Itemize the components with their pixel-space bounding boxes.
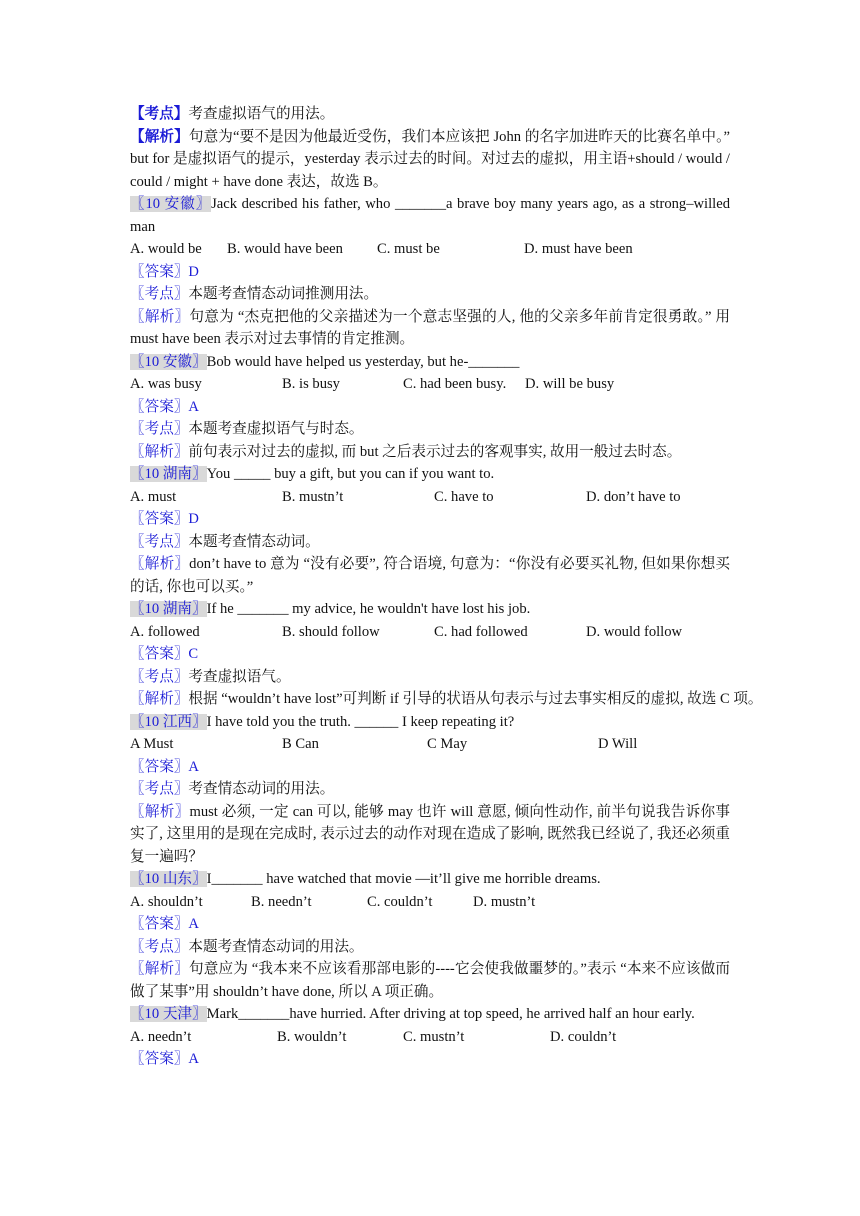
section-tag: 【考点】 [130, 106, 189, 122]
note-line [130, 801, 730, 869]
note-line [130, 531, 730, 554]
section-tag: 〖考点〗 [130, 533, 189, 550]
option-a: A. followed [130, 623, 200, 640]
note-line [130, 396, 730, 419]
option-b: B. is busy [282, 376, 340, 392]
question-source-tag: 〖10 天津〗 [130, 1006, 207, 1022]
note-line [130, 126, 730, 194]
question-text: You _____ buy a gift, but you can if you want to. [206, 466, 495, 482]
option-c: C. mustn’t [403, 1028, 465, 1045]
note-text: 前句表示对过去的虚拟, 而 but 之后表示过去的客观事实, 故用一般过去时态。 [188, 443, 682, 460]
note-line [130, 418, 730, 441]
option-d: D. must have been [524, 241, 633, 257]
section-tag: 〖解析〗 [130, 961, 189, 977]
option-a: A. needn’t [130, 1028, 192, 1045]
note-text: A [188, 1051, 199, 1067]
section-tag: 〖答案〗 [130, 511, 189, 527]
note-line [130, 1048, 730, 1071]
question-source-tag: 〖10 安徽〗 [130, 353, 207, 370]
note-line [130, 643, 730, 666]
option-c: C. have to [434, 488, 494, 505]
note-text: 考查情态动词的用法。 [188, 781, 335, 797]
question-source-tag: 〖10 湖南〗 [130, 466, 207, 482]
note-line [130, 913, 730, 936]
option-d: D. would follow [586, 623, 683, 640]
question [130, 598, 730, 621]
answer-options [130, 733, 730, 756]
note-line [130, 958, 730, 1003]
option-b: B. wouldn’t [277, 1028, 347, 1045]
option-a: A. shouldn’t [130, 893, 203, 910]
document-body [130, 103, 763, 1071]
section-tag: 〖考点〗 [130, 286, 189, 302]
option-b: B. needn’t [251, 893, 312, 910]
question-source-tag: 〖10 安徽〗 [130, 196, 212, 212]
option-c: C. must be [377, 241, 440, 257]
option-d: D. mustn’t [473, 893, 536, 910]
option-d: D. will be busy [525, 376, 615, 392]
answer-options [130, 486, 730, 509]
note-line [130, 756, 730, 779]
section-tag: 〖答案〗 [130, 263, 189, 280]
note-text: 句意应为 “我本来不应该看那部电影的----它会使我做噩梦的。”表示 “本来不应该做而做了某事”用 shouldn’t have done, 所以 A 项正确。 [130, 961, 730, 1000]
note-line [130, 508, 730, 531]
note-text: 句意为 “杰克把他的父亲描述为一个意志坚强的人, 他的父亲多年前肯定很勇敢。” 用 must have been 表示对过去事情的肯定推测。 [130, 308, 730, 347]
note-text: 考查虚拟语气的用法。 [188, 106, 335, 122]
note-text: D [188, 263, 199, 280]
note-text: C [188, 646, 199, 662]
section-tag: 〖解析〗 [130, 556, 190, 572]
option-d: D Will [598, 736, 638, 752]
section-tag: 〖考点〗 [130, 668, 189, 685]
section-tag: 〖解析〗 [130, 803, 190, 820]
section-tag: 〖解析〗 [130, 308, 190, 325]
option-a: A. would be [130, 241, 202, 257]
section-tag: 〖考点〗 [130, 781, 189, 797]
option-d: D. don’t have to [586, 488, 681, 505]
option-b: B Can [282, 736, 319, 752]
question [130, 193, 730, 238]
section-tag: 【解析】 [130, 128, 189, 145]
section-tag: 〖解析〗 [130, 691, 189, 707]
note-line [130, 283, 730, 306]
question [130, 868, 730, 891]
note-text: 本题考查情态动词的用法。 [188, 938, 364, 955]
option-c: C May [427, 736, 468, 752]
question-text: Mark_______have hurried. After driving at top speed, he arrived half an hour early. [206, 1006, 695, 1022]
note-text: A [188, 916, 199, 932]
question-source-tag: 〖10 湖南〗 [130, 601, 207, 617]
option-b: B. mustn’t [282, 488, 344, 505]
note-text: A [188, 758, 199, 775]
note-text: must 必须, 一定 can 可以, 能够 may 也许 will 意愿, 倾向性动作, 前半句说我告诉你事实了, 这里用的是现在完成时, 表示过去的动作对现在造成了影响, 既然我已经说了, 我还必须重复一遍吗？ [130, 803, 730, 865]
answer-options [130, 238, 730, 261]
note-text: A [188, 398, 199, 415]
note-text: 根据 “wouldn’t have lost”可判断 if 引导的状语从句表示与过去事实相反的虚拟, 故选 C 项。 [188, 691, 763, 707]
question-text: I have told you the truth. ______ I keep repeating it? [206, 713, 515, 730]
option-a: A Must [130, 736, 174, 752]
question [130, 463, 730, 486]
question-text: I_______ have watched that movie —it’ll give me horrible dreams. [206, 871, 601, 887]
section-tag: 〖考点〗 [130, 938, 189, 955]
note-text: 本题考查虚拟语气与时态。 [188, 421, 364, 437]
option-c: C. had been busy. [403, 376, 507, 392]
section-tag: 〖解析〗 [130, 443, 189, 460]
note-text: don’t have to 意为 “没有必要”, 符合语境, 句意为：“你没有必要买礼物, 但如果你想买的话, 你也可以买。” [130, 556, 730, 595]
section-tag: 〖答案〗 [130, 1051, 189, 1067]
section-tag: 〖答案〗 [130, 758, 189, 775]
answer-options [130, 621, 730, 644]
question [130, 351, 730, 374]
note-line [130, 666, 730, 689]
note-line [130, 936, 730, 959]
note-line [130, 306, 730, 351]
note-text: 本题考查情态动词。 [188, 533, 320, 550]
question-text: Bob would have helped us yesterday, but he-_______ [206, 353, 520, 370]
note-text: D [188, 511, 199, 527]
option-c: C. had followed [434, 623, 528, 640]
question-text: If he _______ my advice, he wouldn't have lost his job. [206, 601, 531, 617]
answer-options [130, 373, 730, 396]
option-b: B. should follow [282, 623, 380, 640]
answer-options [130, 891, 730, 914]
answer-options [130, 1026, 730, 1049]
section-tag: 〖答案〗 [130, 916, 189, 932]
option-c: C. couldn’t [367, 893, 433, 910]
note-text: 考查虚拟语气。 [188, 668, 291, 685]
note-text: 本题考查情态动词推测用法。 [188, 286, 379, 302]
option-a: A. must [130, 488, 177, 505]
question-text: Jack described his father, who _______a brave boy many years ago, as a strong–willed man [130, 196, 730, 235]
option-b: B. would have been [227, 241, 343, 257]
question [130, 711, 730, 734]
note-line [130, 261, 730, 284]
question-source-tag: 〖10 山东〗 [130, 871, 207, 887]
question [130, 1003, 730, 1026]
note-line [130, 441, 730, 464]
section-tag: 〖答案〗 [130, 398, 189, 415]
note-text: 句意为“要不是因为他最近受伤，我们本应该把 John 的名字加进昨天的比赛名单中。” but for 是虚拟语气的提示，yesterday 表示过去的时间。对过去的虚拟，用主语+should / would / could / might + have done 表达，故选 B。 [130, 128, 730, 190]
option-a: A. was busy [130, 376, 202, 392]
note-line [130, 103, 730, 126]
section-tag: 〖答案〗 [130, 646, 189, 662]
note-line [130, 688, 763, 711]
section-tag: 〖考点〗 [130, 421, 189, 437]
note-line [130, 553, 730, 598]
note-line [130, 778, 730, 801]
option-d: D. couldn’t [550, 1028, 617, 1045]
question-source-tag: 〖10 江西〗 [130, 713, 207, 730]
